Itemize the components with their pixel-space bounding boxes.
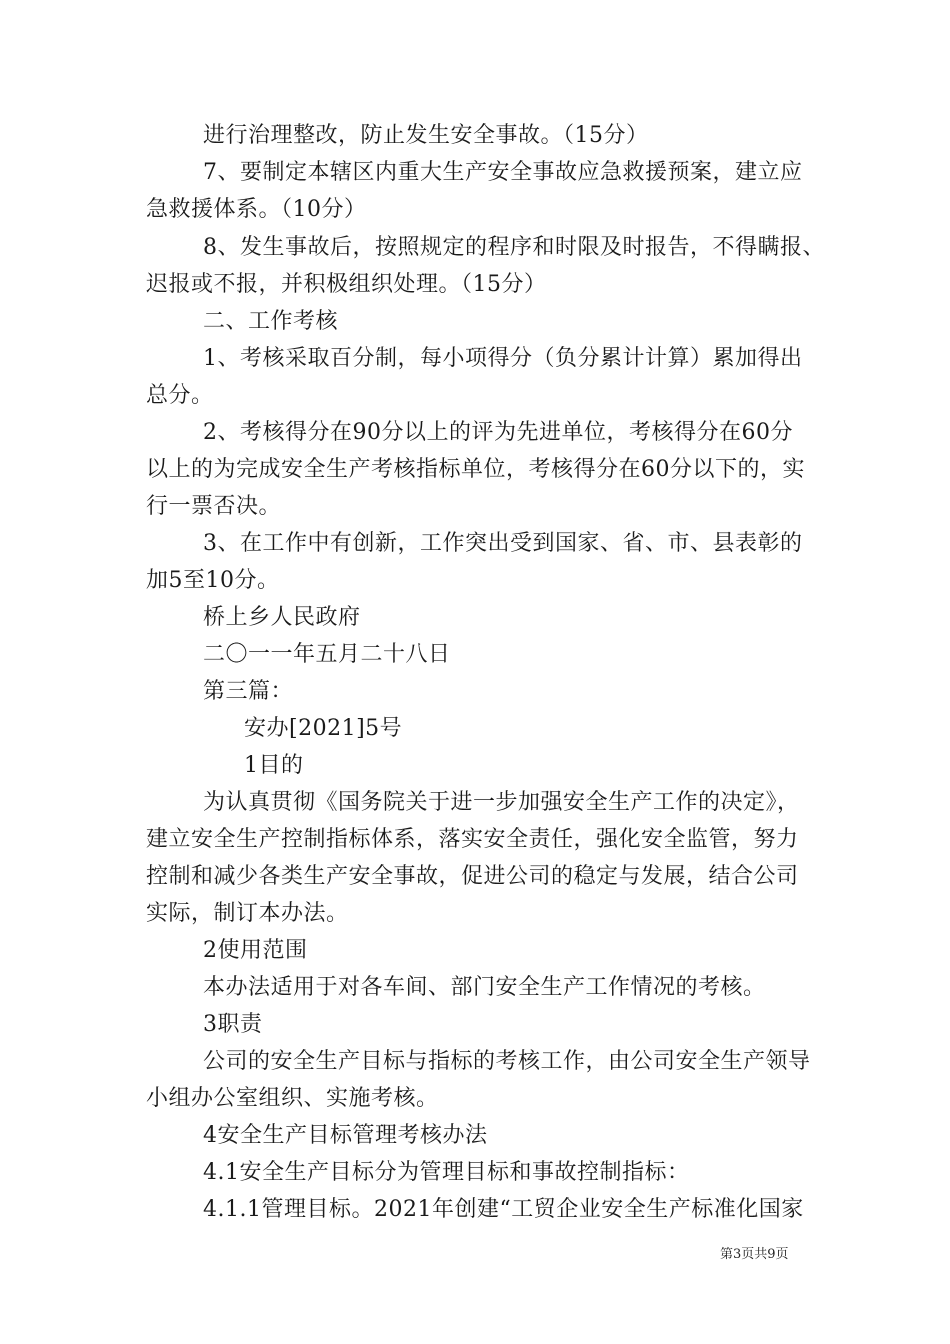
text-line: 本办法适用于对各车间、部门安全生产工作情况的考核。: [203, 975, 766, 1000]
text-line: 控制和减少各类生产安全事故，促进公司的稳定与发展，结合公司: [146, 864, 799, 889]
text-line: 为认真贯彻《国务院关于进一步加强安全生产工作的决定》，: [203, 790, 800, 815]
signature-organization: 桥上乡人民政府: [203, 605, 361, 630]
text-line: 加5至10分。: [146, 568, 280, 593]
section-heading: 第三篇：: [203, 679, 294, 704]
text-line: 总分。: [146, 383, 214, 408]
text-line: 7、要制定本辖区内重大生产安全事故应急救援预案，建立应: [203, 160, 803, 185]
text-line: 4.1安全生产目标分为管理目标和事故控制指标：: [203, 1160, 690, 1185]
document-number: 安办[2021]5号: [244, 716, 403, 741]
section-heading: 3职责: [203, 1012, 263, 1037]
text-line: 急救援体系。（10分）: [146, 197, 367, 222]
page-indicator: 第3页共9页: [720, 1247, 789, 1262]
text-line: 建立安全生产控制指标体系，落实安全责任，强化安全监管，努力: [146, 827, 799, 852]
text-line: 以上的为完成安全生产考核指标单位，考核得分在60分以下的，实: [146, 457, 805, 482]
section-heading: 4安全生产目标管理考核办法: [203, 1123, 488, 1148]
text-line: 小组办公室组织、实施考核。: [146, 1086, 439, 1111]
text-line: 行一票否决。: [146, 494, 282, 519]
text-line: 公司的安全生产目标与指标的考核工作，由公司安全生产领导: [203, 1049, 811, 1074]
section-heading: 2使用范围: [203, 938, 308, 963]
section-heading: 1目的: [244, 753, 304, 778]
text-line: 2、考核得分在90分以上的评为先进单位，考核得分在60分: [203, 420, 793, 445]
text-line: 4.1.1管理目标。2021年创建“工贸企业安全生产标准化国家: [203, 1197, 804, 1222]
text-line: 3、在工作中有创新，工作突出受到国家、省、市、县表彰的: [203, 531, 803, 556]
signature-date: 二〇一一年五月二十八日: [203, 642, 451, 667]
text-line: 1、考核采取百分制，每小项得分（负分累计计算）累加得出: [203, 346, 803, 371]
text-line: 实际，制订本办法。: [146, 901, 349, 926]
text-line: 8、发生事故后，按照规定的程序和时限及时报告，不得瞒报、: [203, 235, 825, 260]
section-heading: 二、工作考核: [203, 309, 339, 334]
text-line: 迟报或不报，并积极组织处理。（15分）: [146, 272, 547, 297]
text-line: 进行治理整改，防止发生安全事故。（15分）: [203, 123, 649, 148]
